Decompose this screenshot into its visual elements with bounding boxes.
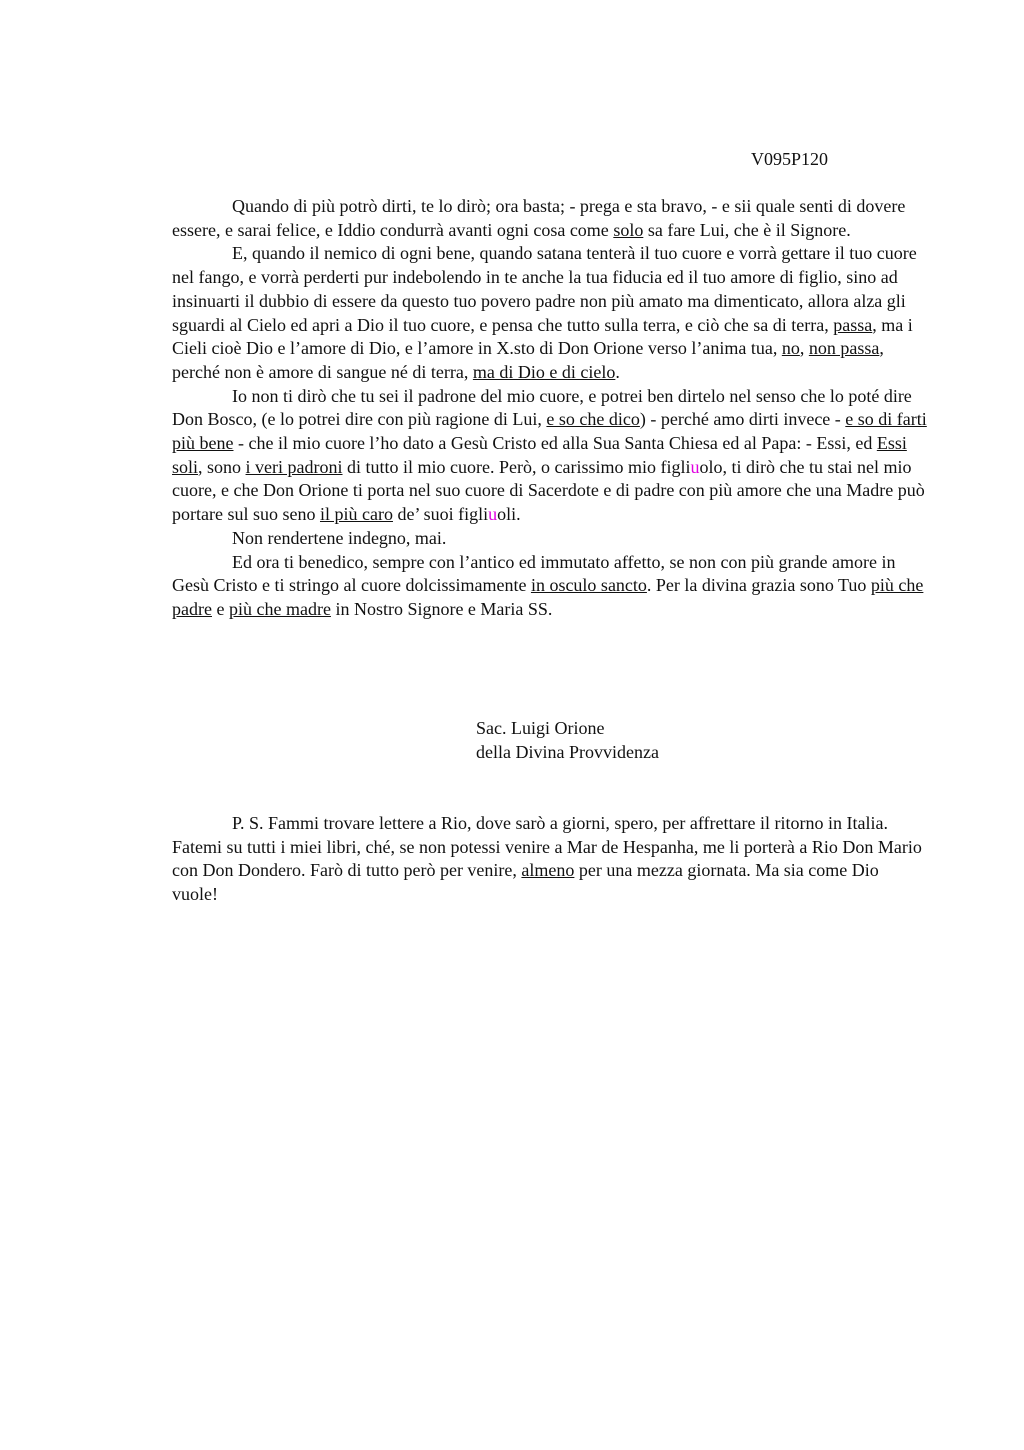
text-run: , ma i Cieli cioè Dio e l’amore di Dio, e l’amore in X.sto di Don Orione verso l’anima tua, xyxy=(172,314,913,359)
underlined-text: ma di Dio e di cielo xyxy=(472,361,616,382)
text-run: per una mezza giornata. Ma sia come Dio vuole! xyxy=(172,860,879,905)
paragraph-4 xyxy=(172,527,928,551)
postscript xyxy=(172,812,928,907)
paragraph-1 xyxy=(172,195,928,242)
text-run: sa fare Lui, che è il Signore. xyxy=(643,219,851,240)
underlined-text: non passa xyxy=(808,338,880,359)
paragraph-3 xyxy=(172,385,928,527)
underlined-text: più che padre xyxy=(172,575,924,619)
text-run: Non rendertene indegno, mai. xyxy=(232,527,447,548)
text-run: olo, ti dirò che tu stai nel mio cuore, e che Don Orione ti porta nel suo cuore di Sacerdote e di padre con più amore che una Madre può portare sul suo seno xyxy=(172,456,925,525)
text-run: E, quando il nemico di ogni bene, quando satana tenterà il tuo cuore e vorrà gettare il tuo cuore nel fango, e vorrà perderti pur indebolendo in te anche la tua fiducia ed il tuo amore di figlio, sino ad insinuarti il dubbio di essere da questo tuo povero padre non più amato ma dimenticato, allora alza gli sguardi al Cielo ed apri a Dio il tuo cuore, e pensa che tutto sulla terra, e ciò che sa di terra, xyxy=(172,243,917,335)
letter-body xyxy=(172,195,928,622)
text-run: di tutto il mio cuore. Però, o carissimo mio figli xyxy=(342,456,691,477)
underlined-text: no xyxy=(781,338,800,359)
underlined-text: solo xyxy=(613,219,644,240)
text-run: Quando di più potrò dirti, te lo dirò; ora basta; - prega e sta bravo, - e sii quale senti di dovere essere, e sarai felice, e Iddio condurrà avanti ogni cosa come xyxy=(172,196,906,240)
signature-name: Sac. Luigi Orione xyxy=(476,718,605,738)
text-run: P. S. Fammi trovare lettere a Rio, dove sarò a giorni, spero, per affrettare il ritorno in Italia. Fatemi su tutti i miei libri, ché, se non potessi venire a Mar de Hespanha, me li porterà a Rio Don Mario con Don Dondero. Farò di tutto però per venire, xyxy=(172,813,922,881)
underlined-text: Essi soli xyxy=(172,433,907,477)
paragraph-2 xyxy=(172,242,928,384)
text-run: ) - perché amo dirti invece - xyxy=(639,409,846,430)
signature-congregation: della Divina Provvidenza xyxy=(476,742,659,762)
underlined-text: i veri padroni xyxy=(245,456,343,477)
text-run: . xyxy=(615,361,620,382)
underlined-text: almeno xyxy=(521,860,575,881)
text-run: e xyxy=(211,598,229,619)
underlined-text: più che madre xyxy=(228,598,331,619)
underlined-text: in osculo sancto xyxy=(530,575,647,596)
text-run: , sono xyxy=(198,456,246,477)
underlined-text: e so di farti più bene xyxy=(172,409,927,454)
postscript-paragraph xyxy=(172,812,928,907)
text-run: Ed ora ti benedico, sempre con l’antico ed immutato affetto, se non con più grande amore in Gesù Cristo e ti stringo al cuore dolcissimamente xyxy=(172,551,896,596)
page-identifier: V095P120 xyxy=(751,149,829,169)
text-run: , perché non è amore di sangue né di terra, xyxy=(172,338,884,382)
signature-block xyxy=(476,716,659,764)
text-run: . Per la divina grazia sono Tuo xyxy=(646,575,871,596)
text-run: Io non ti dirò che tu sei il padrone del mio cuore, e potrei ben dirtelo nel senso che lo poté dire Don Bosco, (e lo potrei dire con più ragione di Lui, xyxy=(172,385,912,430)
text-run: oli. xyxy=(497,504,521,525)
paragraph-5 xyxy=(172,551,928,622)
underlined-text: passa xyxy=(833,314,873,335)
text-run: in Nostro Signore e Maria SS. xyxy=(330,598,553,619)
highlighted-letter: u xyxy=(690,456,700,477)
underlined-text: e so che dico xyxy=(546,409,640,430)
text-run: , xyxy=(799,338,809,359)
underlined-text: il più caro xyxy=(319,504,393,525)
text-run: - che il mio cuore l’ho dato a Gesù Cristo ed alla Sua Santa Chiesa ed al Papa: - Essi, ed xyxy=(233,433,877,454)
text-run: de’ suoi figli xyxy=(392,504,489,525)
highlighted-letter: u xyxy=(488,504,498,525)
